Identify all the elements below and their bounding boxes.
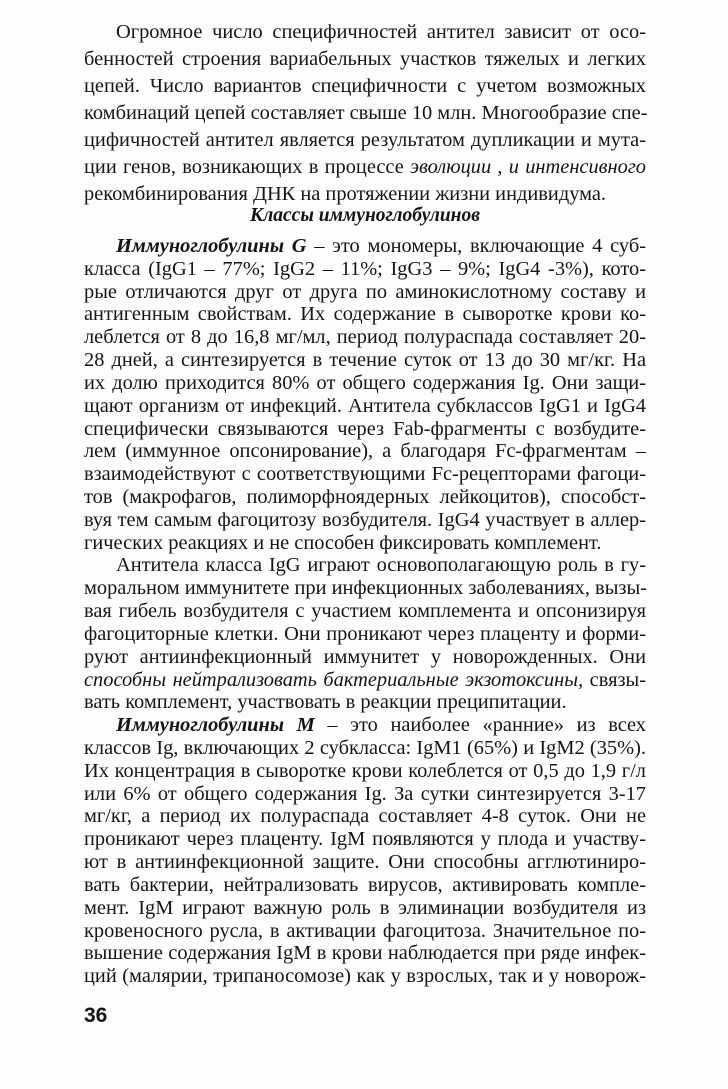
text-run: мг/кг, а период их полураспада составляет 4-8 суток. Они не	[84, 805, 646, 828]
text-run: вать бактерии, нейтрализовать вирусов, активировать компле-	[84, 873, 646, 896]
text-run: – это наиболее «ранние» из всех	[314, 714, 646, 737]
text-run: фагоциторные клетки. Они проникают через плаценту и форми-	[84, 622, 646, 645]
text-run: леблется от 8 до 16,8 мг/мл, период полураспада составляет 20-	[84, 326, 646, 349]
text-run: руют антиинфекционный иммунитет у новорожденных. Они	[84, 645, 646, 668]
text-line	[84, 303, 646, 326]
text-line	[84, 48, 646, 71]
text-line	[84, 942, 646, 965]
text-line	[116, 235, 646, 258]
text-line	[116, 21, 646, 44]
text-line	[84, 129, 646, 152]
text-run: проникают через плаценту. IgM появляются у плода и участву-	[84, 828, 646, 851]
text-line	[84, 532, 646, 555]
text-run: ,	[491, 156, 509, 178]
text-line	[84, 828, 646, 851]
text-line	[84, 577, 646, 600]
text-line	[116, 714, 646, 737]
text-run: рекомбинирования ДНК на протяжении жизни индивидума.	[84, 183, 607, 205]
text-line	[84, 281, 646, 304]
text-line	[84, 874, 646, 897]
text-line	[84, 156, 646, 179]
text-run: 28 дней, а синтезируется в течение суток от 13 до 30 мг/кг. На	[84, 349, 646, 372]
text-run: кровеносного русла, в активации фагоцитоза. Значительное по-	[84, 919, 646, 942]
text-line	[84, 760, 646, 783]
emphasized-text: Иммуноглобулины G	[116, 235, 307, 257]
text-run: их долю приходится 80% от общего содержания Ig. Они защи-	[84, 371, 646, 394]
text-line	[84, 75, 646, 98]
text-line	[84, 349, 646, 372]
text-line	[84, 258, 646, 281]
text-run: ций (малярии, трипаносомозе) как у взрослых, так и у новорож-	[84, 965, 646, 988]
text-run: цепей. Число вариантов специфичности с учетом возможных	[84, 75, 646, 97]
text-run: специфически связываются через Fab-фрагменты с возбудите-	[84, 417, 646, 440]
text-line	[84, 897, 646, 920]
text-line	[84, 509, 646, 532]
text-line	[84, 395, 646, 418]
text-line	[84, 440, 646, 463]
text-run: антигенным свойствам. Их содержание в сыворотке крови ко-	[84, 303, 646, 326]
text-line	[116, 554, 646, 577]
emphasized-text: способны нейтрализовать бактериальные экзотоксины,	[84, 668, 584, 691]
text-run: комбинаций цепей составляет свыше 10 млн. Многообразие спе-	[84, 102, 648, 124]
text-line	[84, 326, 646, 349]
emphasized-text: и интенсивного	[508, 156, 646, 178]
text-line	[84, 372, 646, 395]
text-run: взаимодействуют с соответствующими Fc-рецепторами фагоци-	[84, 463, 646, 486]
text-run: ют в антиинфекционной защите. Они способны агглютиниро-	[84, 851, 646, 874]
text-run: класса (IgG1 – 77%; IgG2 – 11%; IgG3 – 9%; IgG4 -3%), кото-	[84, 257, 646, 280]
text-run: вуя тем самым фагоцитозу возбудителя. IgG4 участвует в аллер-	[84, 508, 646, 531]
text-run: или 6% от общего содержания Ig. За сутки синтезируется 3-17	[84, 782, 646, 805]
text-run: вышение содержания IgM в крови наблюдается при ряде инфек-	[84, 942, 646, 965]
text-line	[84, 183, 646, 206]
text-line	[84, 920, 646, 943]
text-line	[84, 646, 646, 669]
text-run: лем (иммунное опсонирование), а благодаря Fc-фрагментам –	[84, 440, 646, 463]
text-run: Антитела класса IgG играют основополагающую роль в гу-	[116, 554, 646, 577]
text-run: Их концентрация в сыворотке крови колеблется от 0,5 до 1,9 г/л	[84, 759, 646, 782]
text-line	[84, 623, 646, 646]
text-run: рые отличаются друг от друга по аминокислотному составу и	[84, 280, 646, 303]
text-line	[84, 463, 646, 486]
text-line	[84, 102, 646, 125]
text-run: связы-	[583, 668, 646, 691]
text-line	[84, 965, 646, 988]
text-line	[84, 600, 646, 623]
section-heading: Классы иммуноглобулинов	[250, 205, 480, 226]
text-line	[84, 783, 646, 806]
page-number: 36	[84, 1004, 108, 1027]
text-run: вать комплемент, участвовать в реакции преципитации.	[84, 691, 567, 714]
text-run: ции генов, возникающих в процессе	[84, 156, 411, 178]
emphasized-text: Иммуноглобулины М	[116, 714, 315, 737]
text-line	[84, 851, 646, 874]
text-run: Огромное число специфичностей антител зависит от осо-	[116, 21, 646, 43]
text-line	[84, 486, 646, 509]
text-line	[84, 669, 646, 692]
text-run: – это мономеры, включающие 4 суб-	[306, 235, 646, 257]
text-run: гических реакциях и не способен фиксировать комплемент.	[84, 531, 602, 554]
text-line	[84, 418, 646, 441]
text-run: бенностей строения вариабельных участков тяжелых и легких	[84, 48, 646, 70]
text-run: цифичностей антител является результатом дупликации и мута-	[84, 129, 646, 151]
text-run: щают организм от инфекций. Антитела субклассов IgG1 и IgG4	[84, 394, 646, 417]
text-run: моральном иммунитете при инфекционных заболеваниях, вызы-	[84, 577, 647, 600]
text-run: мент. IgM играют важную роль в элиминации возбудителя из	[84, 896, 646, 919]
emphasized-text: эволюции	[410, 156, 492, 178]
text-line	[84, 691, 646, 714]
text-run: вая гибель возбудителя с участием комплемента и опсонизируя	[84, 600, 646, 623]
text-line	[84, 737, 646, 760]
text-line	[84, 805, 646, 828]
text-run: тов (макрофагов, полиморфноядерных лейкоцитов), способст-	[84, 486, 646, 508]
text-run: классов Ig, включающих 2 субкласса: IgM1 (65%) и IgM2 (35%).	[84, 737, 646, 759]
